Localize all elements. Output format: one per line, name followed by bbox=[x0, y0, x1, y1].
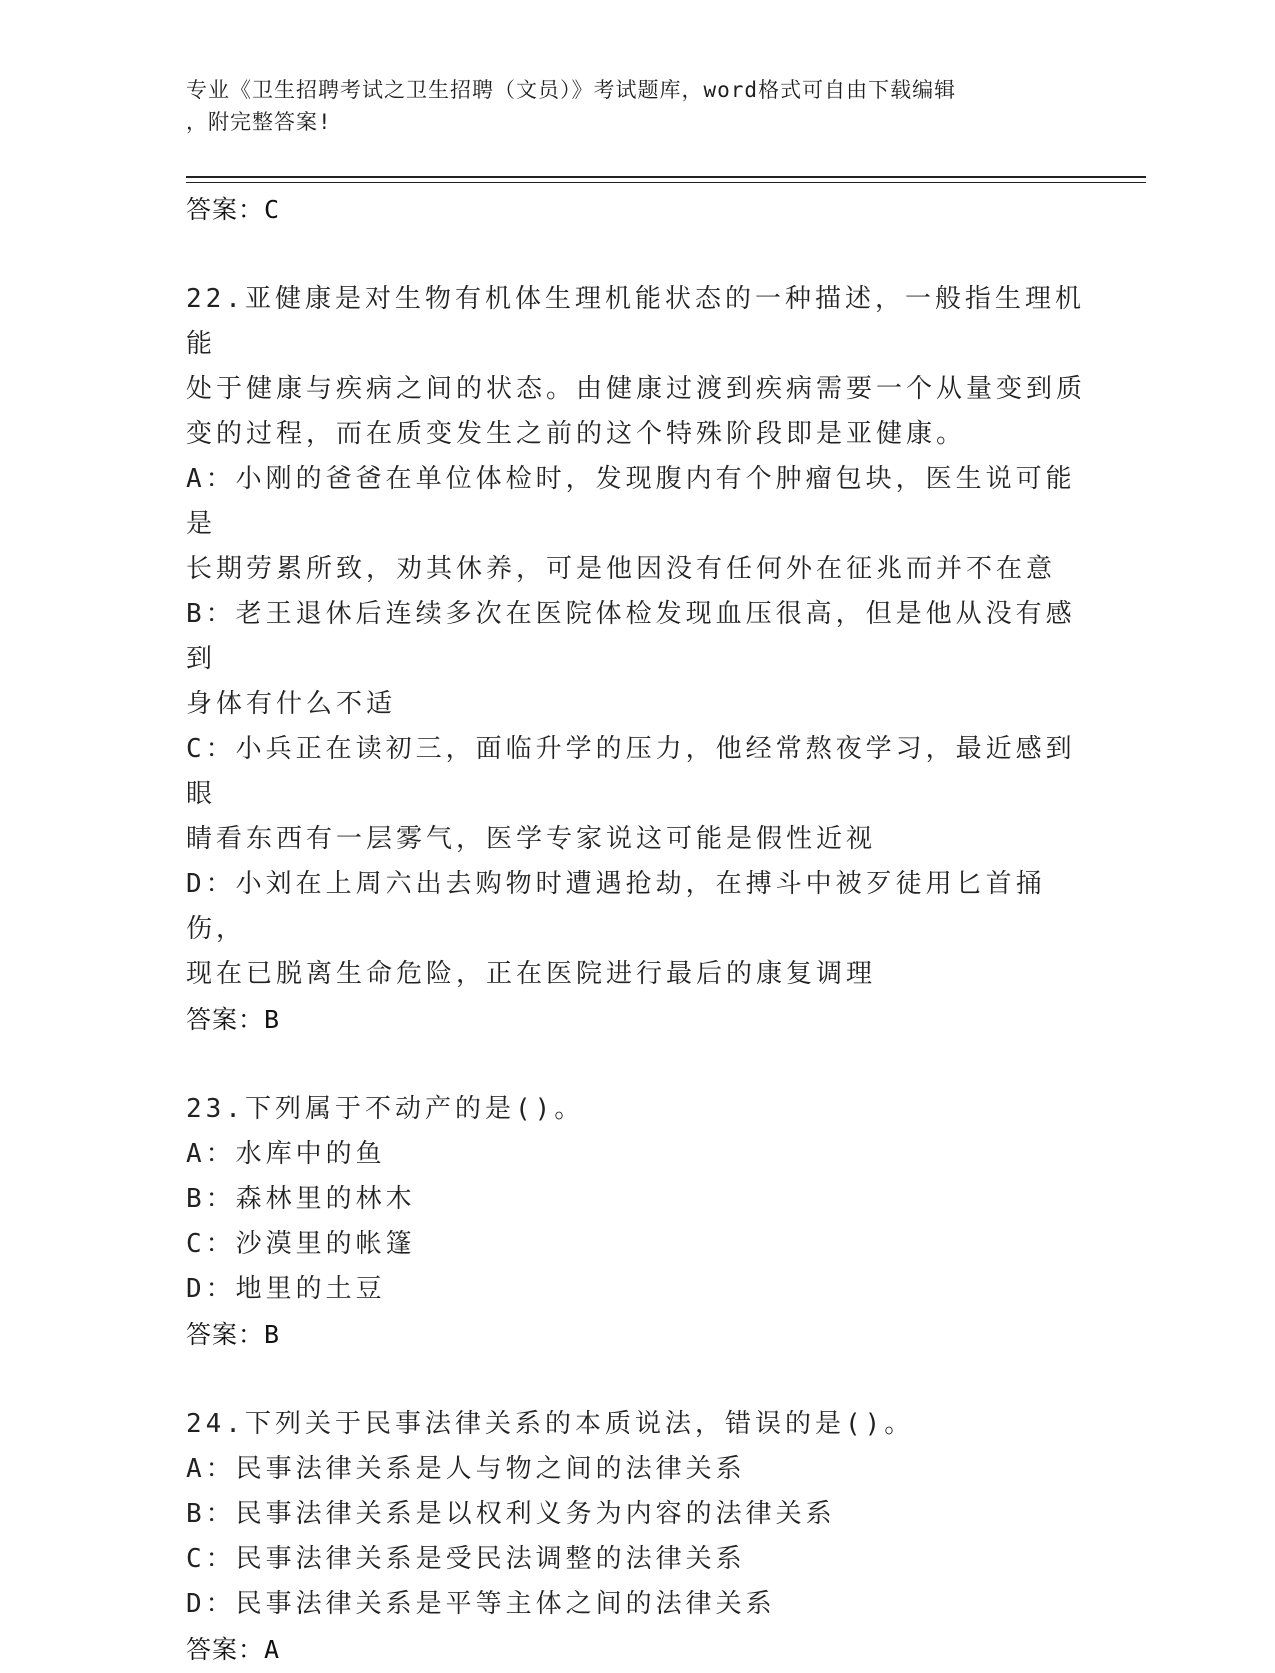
option-b-line: B：民事法律关系是以权利义务为内容的法律关系 bbox=[186, 1499, 836, 1529]
spacer bbox=[186, 1043, 1086, 1087]
option-b-line: B：森林里的林木 bbox=[186, 1184, 416, 1214]
answer-label: 答案： bbox=[186, 1635, 265, 1664]
answer-value: B bbox=[264, 1005, 281, 1034]
header-rule-thick bbox=[186, 176, 1146, 178]
document-header bbox=[186, 74, 1066, 138]
question-stem-line: 23.下列属于不动产的是()。 bbox=[186, 1094, 585, 1124]
question-block bbox=[186, 1402, 1086, 1673]
option-a-line: A：民事法律关系是人与物之间的法律关系 bbox=[186, 1454, 746, 1484]
spacer bbox=[186, 233, 1086, 277]
spacer bbox=[186, 1358, 1086, 1402]
option-a-line: A：小刚的爸爸在单位体检时，发现腹内有个肿瘤包块，医生说可能是 bbox=[186, 464, 1076, 539]
answer-value: C bbox=[264, 195, 281, 224]
option-a-line: A：水库中的鱼 bbox=[186, 1139, 386, 1169]
answer-value: B bbox=[264, 1320, 281, 1349]
question-stem-line: 变的过程，而在质变发生之前的这个特殊阶段即是亚健康。 bbox=[186, 419, 967, 449]
option-d-line: D：民事法律关系是平等主体之间的法律关系 bbox=[186, 1589, 776, 1619]
question-stem-line: 22.亚健康是对生物有机体生理机能状态的一种描述，一般指生理机能 bbox=[186, 284, 1085, 359]
answer-label: 答案： bbox=[186, 1005, 265, 1034]
option-d-line: 现在已脱离生命危险，正在医院进行最后的康复调理 bbox=[186, 959, 877, 989]
option-c-line: C：沙漠里的帐篷 bbox=[186, 1229, 416, 1259]
question-stem-line: 24.下列关于民事法律关系的本质说法，错误的是()。 bbox=[186, 1409, 915, 1439]
answer-line bbox=[186, 1627, 1086, 1673]
option-d-line: D：小刘在上周六出去购物时遭遇抢劫，在搏斗中被歹徒用匕首捅伤， bbox=[186, 869, 1046, 944]
option-c-line: C：小兵正在读初三，面临升学的压力，他经常熬夜学习，最近感到眼 bbox=[186, 734, 1076, 809]
option-d-line: D：地里的土豆 bbox=[186, 1274, 386, 1304]
option-c-line: C：民事法律关系是受民法调整的法律关系 bbox=[186, 1544, 746, 1574]
answer-label: 答案： bbox=[186, 195, 265, 224]
answer-line bbox=[186, 997, 1086, 1043]
question-block bbox=[186, 277, 1086, 1043]
option-c-line: 睛看东西有一层雾气，医学专家说这可能是假性近视 bbox=[186, 824, 877, 854]
answer-label: 答案： bbox=[186, 1320, 265, 1349]
answer-line bbox=[186, 1312, 1086, 1358]
answer-value: A bbox=[264, 1635, 281, 1664]
option-a-line: 长期劳累所致，劝其休养，可是他因没有任何外在征兆而并不在意 bbox=[186, 554, 1057, 584]
question-block bbox=[186, 1087, 1086, 1358]
header-line-2: ，附完整答案! bbox=[186, 110, 332, 134]
answer-line bbox=[186, 187, 1086, 233]
header-rule-thin bbox=[186, 182, 1146, 183]
question-list bbox=[186, 187, 1086, 1673]
option-b-line: B：老王退休后连续多次在医院体检发现血压很高，但是他从没有感到 bbox=[186, 599, 1076, 674]
header-line-1: 专业《卫生招聘考试之卫生招聘（文员）》考试题库，word格式可自由下载编辑 bbox=[186, 78, 957, 102]
question-stem-line: 处于健康与疾病之间的状态。由健康过渡到疾病需要一个从量变到质 bbox=[186, 374, 1087, 404]
option-b-line: 身体有什么不适 bbox=[186, 689, 397, 719]
